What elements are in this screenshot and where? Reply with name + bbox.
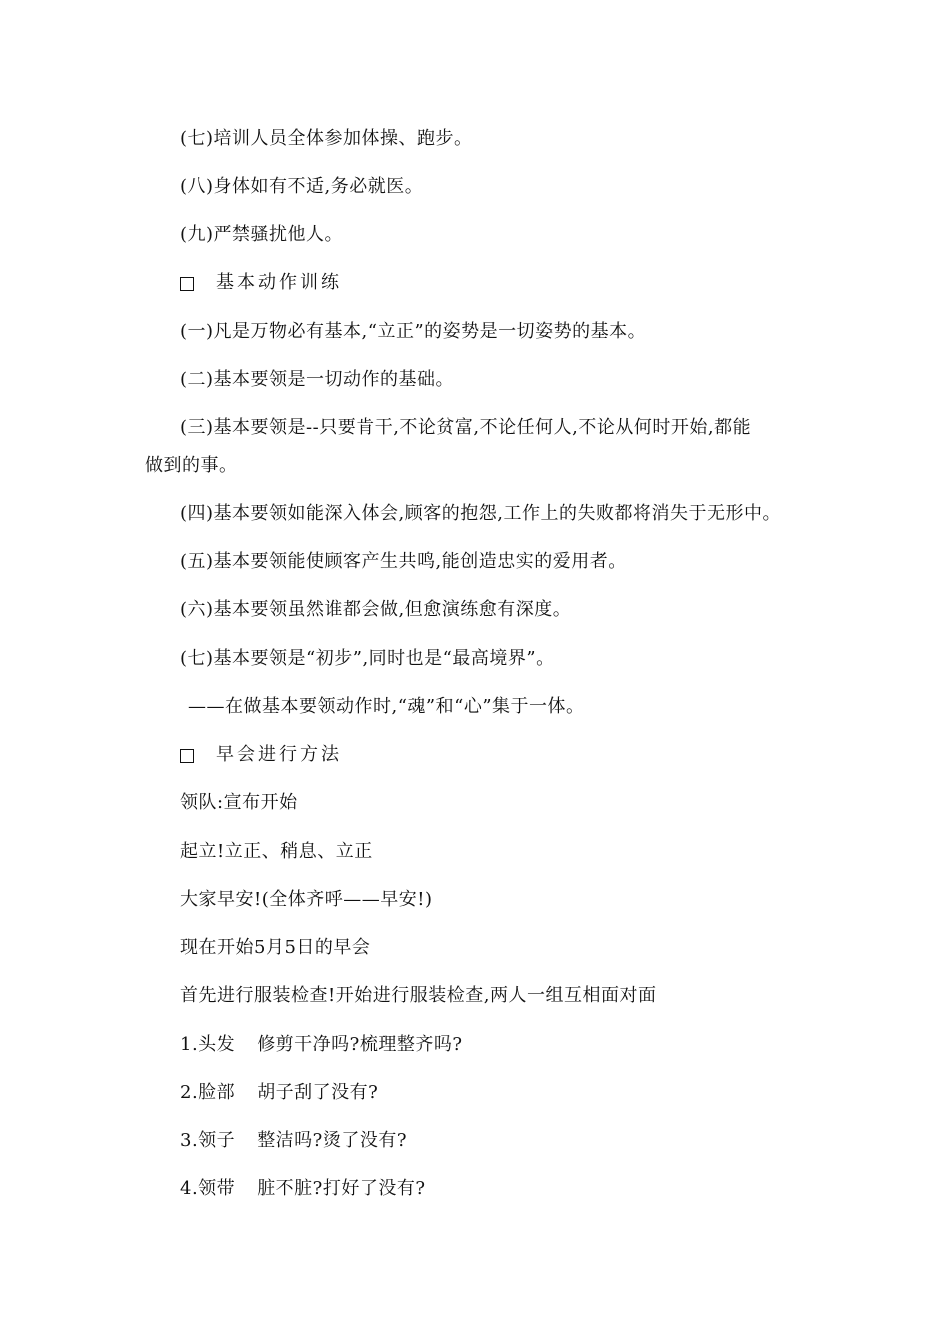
check-item-collar: [180, 1129, 407, 1153]
check-item-question: 修剪干净吗?梳理整齐吗?: [257, 1034, 463, 1055]
meeting-step-stand: 起立!立正、稍息、立正: [180, 841, 373, 862]
rule-item-8: (八)身体如有不适,务必就医。: [180, 176, 424, 197]
check-item-label: 1.头发: [180, 1034, 236, 1055]
check-item-face: [180, 1081, 378, 1105]
basic-item-2: (二)基本要领是一切动作的基础。: [180, 369, 455, 390]
meeting-step-dress-check: 首先进行服装检查!开始进行服装检查,两人一组互相面对面: [180, 985, 657, 1006]
section-heading-text: 基本动作训练: [216, 272, 342, 293]
basic-item-6: (六)基本要领虽然谁都会做,但愈演练愈有深度。: [180, 599, 572, 620]
section-heading-text: 早会进行方法: [216, 744, 342, 765]
check-item-label: 2.脸部: [180, 1082, 236, 1103]
rule-item-9: (九)严禁骚扰他人。: [180, 224, 344, 245]
check-item-question: 胡子刮了没有?: [257, 1082, 379, 1103]
basic-item-1: (一)凡是万物必有基本,“立正”的姿势是一切姿势的基本。: [180, 321, 647, 342]
meeting-step-start: 现在开始5月5日的早会: [180, 937, 371, 958]
basic-item-7: (七)基本要领是“初步”,同时也是“最高境界”。: [180, 648, 555, 669]
section-heading-morning-meeting: [180, 743, 342, 767]
basic-item-3: (三)基本要领是--只要肯干,不论贫富,不论任何人,不论从何时开始,都能: [180, 417, 752, 438]
check-item-hair: [180, 1033, 463, 1057]
meeting-step-greeting: 大家早安!(全体齐呼——早安!): [180, 889, 433, 910]
checkbox-icon: [180, 749, 194, 763]
basic-item-4: (四)基本要领如能深入体会,顾客的抱怨,工作上的失败都将消失于无形中。: [180, 503, 781, 524]
basic-item-5: (五)基本要领能使顾客产生共鸣,能创造忠实的爱用者。: [180, 551, 627, 572]
check-item-tie: [180, 1177, 426, 1201]
check-item-question: 脏不脏?打好了没有?: [257, 1178, 426, 1199]
check-item-question: 整洁吗?烫了没有?: [257, 1130, 407, 1151]
checkbox-icon: [180, 277, 194, 291]
rule-item-7: (七)培训人员全体参加体操、跑步。: [180, 128, 473, 149]
check-item-label: 3.领子: [180, 1130, 236, 1151]
check-item-label: 4.领带: [180, 1178, 236, 1199]
basic-summary: ——在做基本要领动作时,“魂”和“心”集于一体。: [188, 696, 585, 717]
basic-item-3-continued: 做到的事。: [145, 455, 238, 476]
meeting-step-announce: 领队:宣布开始: [180, 792, 298, 813]
section-heading-basic-training: [180, 271, 342, 295]
